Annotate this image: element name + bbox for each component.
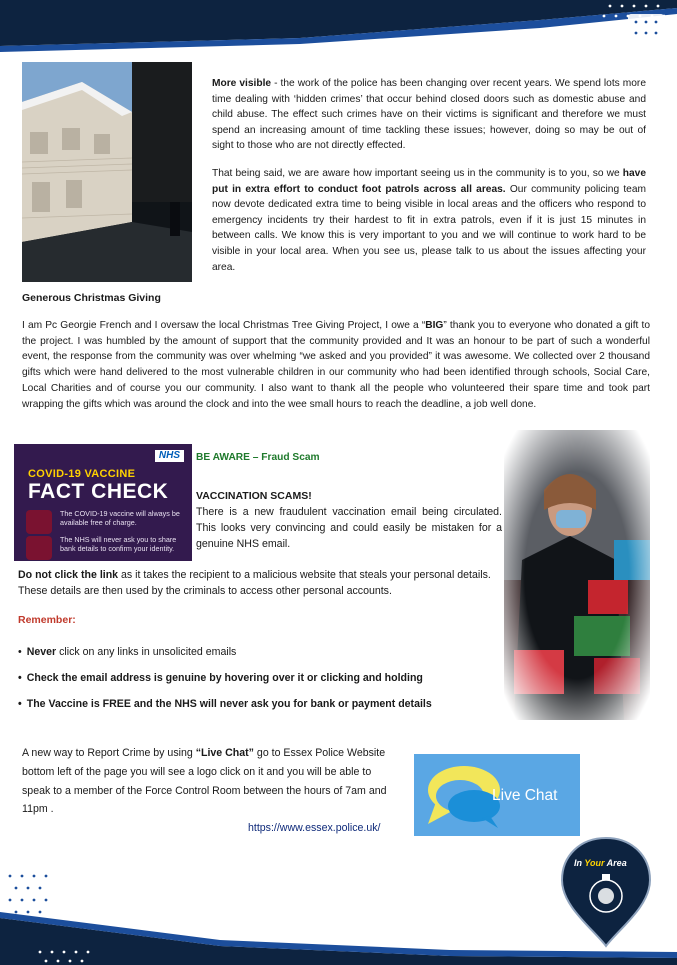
vaccine-card-title: COVID-19 VACCINE [28, 468, 136, 480]
in-your-area-text [574, 858, 627, 868]
giving-body: ” thank you to everyone who donated a gift to the project. I was humbled by the amount of support that the community provided and It was an honour to be part of such a wonderful event, the response from the community was over whelming “we asked and you provided” it was awesome. We collected over 2 thousand gifts which were hand delivered to the most vulnerable children in our community who had been identified through schools, Social Care, Local Charities and of course you our community. I also want to thank all the people who volunteered their spare time and took part wrapping the gifts which was around the clock and into the wee small hours to reach the deadline, a job well done. [22, 320, 650, 410]
list-item [18, 645, 498, 671]
vaccine-card-row-free-text: The COVID-19 vaccine will always be available free of charge. [60, 509, 180, 527]
livechat-intro: A new way to Report Crime by using [22, 747, 196, 759]
fraud-aware-heading: BE AWARE – Fraud Scam [196, 452, 320, 463]
vaccination-scams-heading: VACCINATION SCAMS! [196, 490, 312, 502]
essex-police-link[interactable]: https://www.essex.police.uk/ [248, 822, 381, 834]
giving-big: BIG [425, 320, 444, 331]
list-item [18, 671, 498, 697]
vaccine-card-row-free [26, 510, 186, 538]
livechat-paragraph [22, 744, 398, 819]
nhs-logo: NHS [155, 450, 184, 462]
vaccine-fact-check-card [14, 444, 192, 561]
vaccine-free-text: The Vaccine is FREE and the NHS will never ask you for bank or payment details [26, 698, 432, 710]
do-not-click-body: as it takes the recipient to a malicious website that steals your personal details. These details are then used by the criminals to access other personal accounts. [18, 569, 491, 597]
badge-your: Your [584, 858, 605, 868]
remember-heading: Remember: [18, 614, 76, 626]
live-chat-label: Live Chat [492, 787, 558, 804]
livechat-bold: “Live Chat” [195, 747, 254, 759]
no-money-icon [26, 510, 52, 534]
giving-heading: Generous Christmas Giving [22, 292, 161, 304]
live-chat-logo[interactable] [414, 754, 580, 836]
remember-list [18, 645, 498, 723]
giving-paragraph [22, 318, 650, 412]
foot-patrol-body: Our community policing team now devote dedicated extra time to being visible in local areas and the officers who respond to emergency incidents try their hardest to fit in extra patrols, even if it is just 15 minutes in between calls. We know this is very important to you and we will continue to work hard to be visible in your local area. When you see us, please talk to us about the issues affecting your area. [212, 183, 646, 273]
vaccine-card-heading: FACT CHECK [28, 480, 169, 503]
do-not-click-paragraph [18, 567, 502, 599]
in-your-area-badge [560, 836, 652, 948]
badge-area: Area [604, 858, 627, 868]
foot-patrol-intro: That being said, we are aware how important seeing us in the community is to you, so we [212, 168, 623, 179]
visibility-body: - the work of the police has been changing over recent years. We spend lots more time dealing with ‘hidden crimes’ that occur behind closed doors such as domestic abuse and child abuse. The effect such crimes have on their victims is significant and therefore we must spend an increasing amount of time tackling these issues; however, doing so may be out of sight to those who are not directly effected. [212, 78, 646, 152]
vaccine-card-row-bank [26, 536, 186, 561]
street-photo [22, 62, 192, 282]
foot-patrol-bold: have put in extra effort to conduct foot patrols across all areas. [212, 168, 646, 195]
check-email-text: Check the email address is genuine by hovering over it or clicking and holding [26, 672, 423, 684]
no-card-icon [26, 536, 52, 560]
list-item [18, 697, 498, 723]
visibility-lead: More visible [212, 78, 272, 89]
officer-photo [504, 430, 650, 720]
giving-intro: I am Pc Georgie French and I oversaw the local Christmas Tree Giving Project, I owe a “ [22, 320, 426, 331]
badge-in: In [574, 858, 585, 868]
livechat-body: go to Essex Police Website bottom left of the page you will see a logo click on it and you will be able to speak to a member of the Force Control Room between the hours of 7am and 11pm . [22, 747, 387, 816]
foot-patrol-paragraph [212, 166, 646, 275]
top-banner [0, 0, 677, 52]
visibility-paragraph [212, 76, 646, 154]
do-not-click-bold: Do not click the link [18, 569, 119, 581]
never-bold: Never [26, 646, 57, 658]
never-rest: click on any links in unsolicited emails [56, 646, 237, 658]
vaccine-card-row-bank-text: The NHS will never ask you to share bank details to confirm your identity. [60, 535, 177, 553]
vaccination-scams-paragraph: There is a new fraudulent vaccination email being circulated. This looks very convincing and could easily be mistaken for a genuine NHS email. [196, 506, 502, 550]
